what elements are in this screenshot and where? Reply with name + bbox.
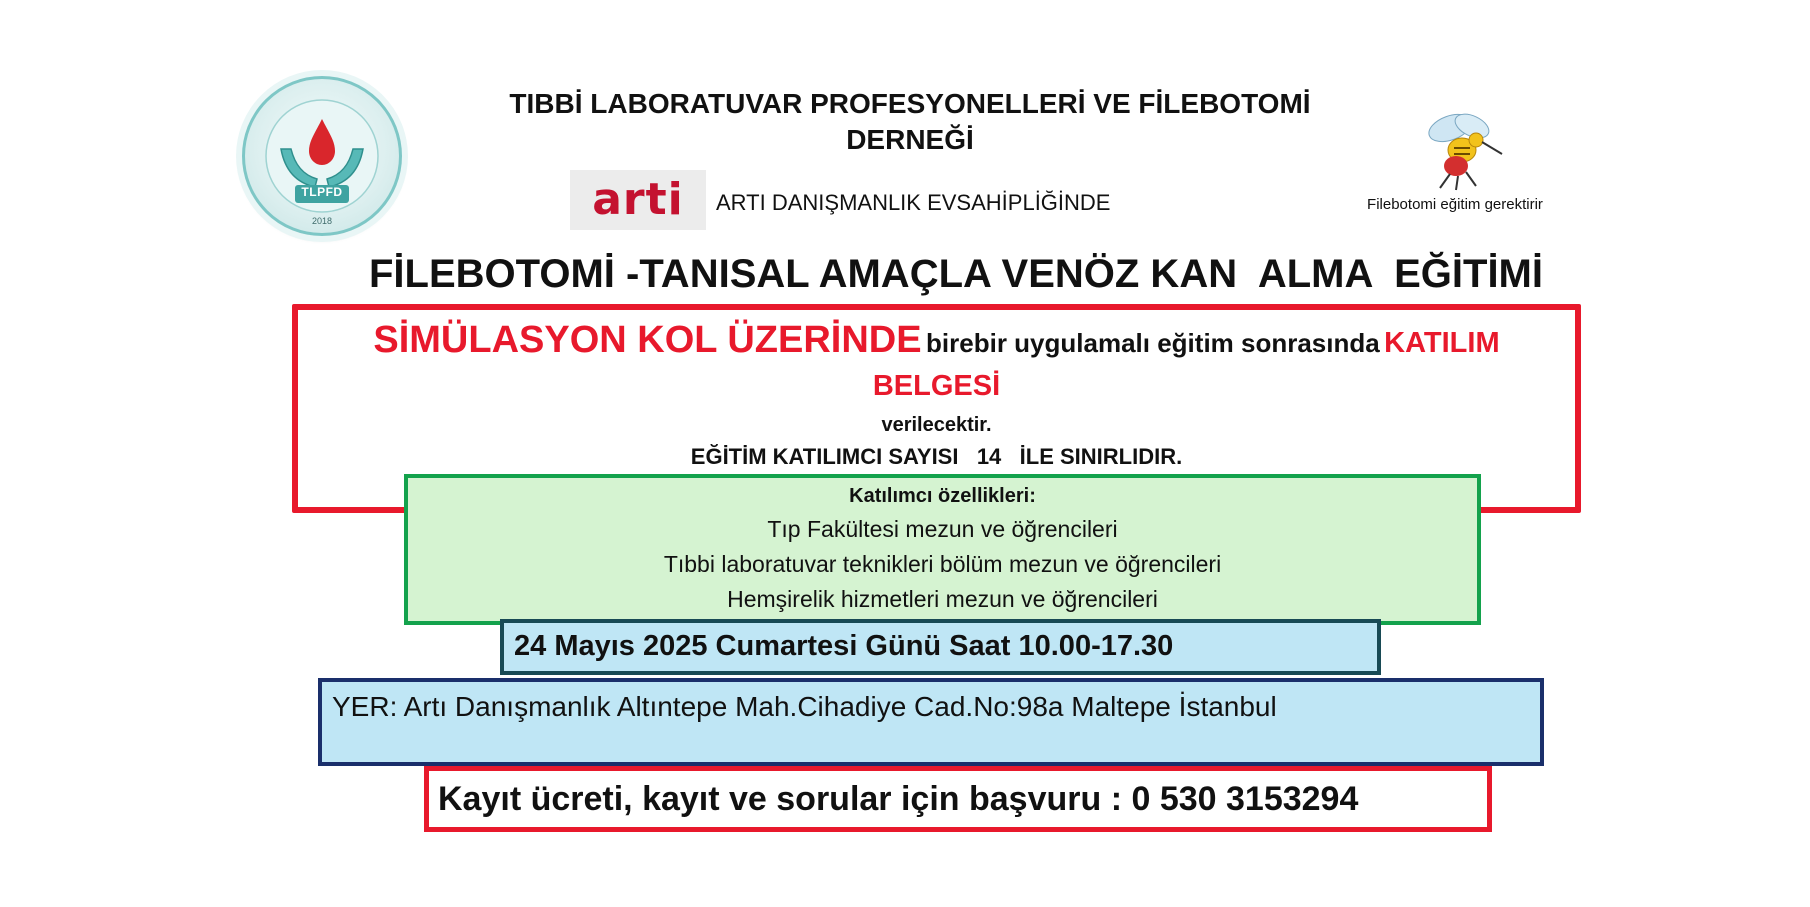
certificate-middle-text: birebir uygulamalı eğitim sonrasında: [926, 328, 1380, 358]
host-text: ARTI DANIŞMANLIK EVSAHİPLİĞİNDE: [716, 190, 1111, 215]
participants-heading: Katılımcı özellikleri:: [849, 485, 1036, 507]
limit-suffix: İLE SINIRLIDIR.: [1019, 444, 1183, 469]
hands-blood-drop-icon: [245, 79, 399, 233]
organization-title-line2: DERNEĞİ: [846, 124, 974, 155]
limit-count: 14: [976, 444, 1002, 469]
organization-title: [470, 86, 1350, 158]
limit-prefix: EĞİTİM KATILIMCI SAYISI: [690, 444, 959, 469]
belgesi-text: BELGESİ: [872, 370, 1001, 402]
certificate-line: [296, 316, 1577, 372]
date-time: 24 Mayıs 2025 Cumartesi Günü Saat 10.00-17.30: [514, 630, 1174, 662]
association-logo: [242, 76, 402, 236]
participant-item: Hemşirelik hizmetleri mezun ve öğrencileri: [727, 586, 1158, 612]
participant-item: Tıp Fakültesi mezun ve öğrencileri: [767, 516, 1118, 542]
mascot-caption: Filebotomi eğitim gerektirir: [1367, 196, 1543, 213]
organization-title-line1: TIBBİ LABORATUVAR PROFESYONELLERİ VE FİLEBOTOMİ: [509, 88, 1311, 119]
place-text: YER: Artı Danışmanlık Altıntepe Mah.Cihadiye Cad.No:98a Maltepe İstanbul: [332, 691, 1277, 722]
participant-item: Tıbbi laboratuvar teknikleri bölüm mezun ve öğrencileri: [663, 551, 1222, 577]
logo-abbreviation: TLPFD: [301, 185, 343, 199]
arti-logo: [570, 170, 706, 230]
participant-limit: [296, 443, 1577, 471]
arti-logo-text: arti: [592, 174, 684, 225]
katilim-text: KATILIM: [1384, 327, 1500, 359]
verilecek-text: verilecektir.: [881, 414, 992, 436]
simulation-highlight: SİMÜLASYON KOL ÜZERİNDE: [373, 319, 922, 361]
contact-text: Kayıt ücreti, kayıt ve sorular için başvuru : 0 530 3153294: [438, 780, 1359, 818]
mosquito-icon: [1410, 106, 1510, 192]
logo-year: 2018: [311, 216, 333, 226]
main-title: FİLEBOTOMİ -TANISAL AMAÇLA VENÖZ KAN ALMA EĞİTİMİ: [368, 252, 1543, 296]
